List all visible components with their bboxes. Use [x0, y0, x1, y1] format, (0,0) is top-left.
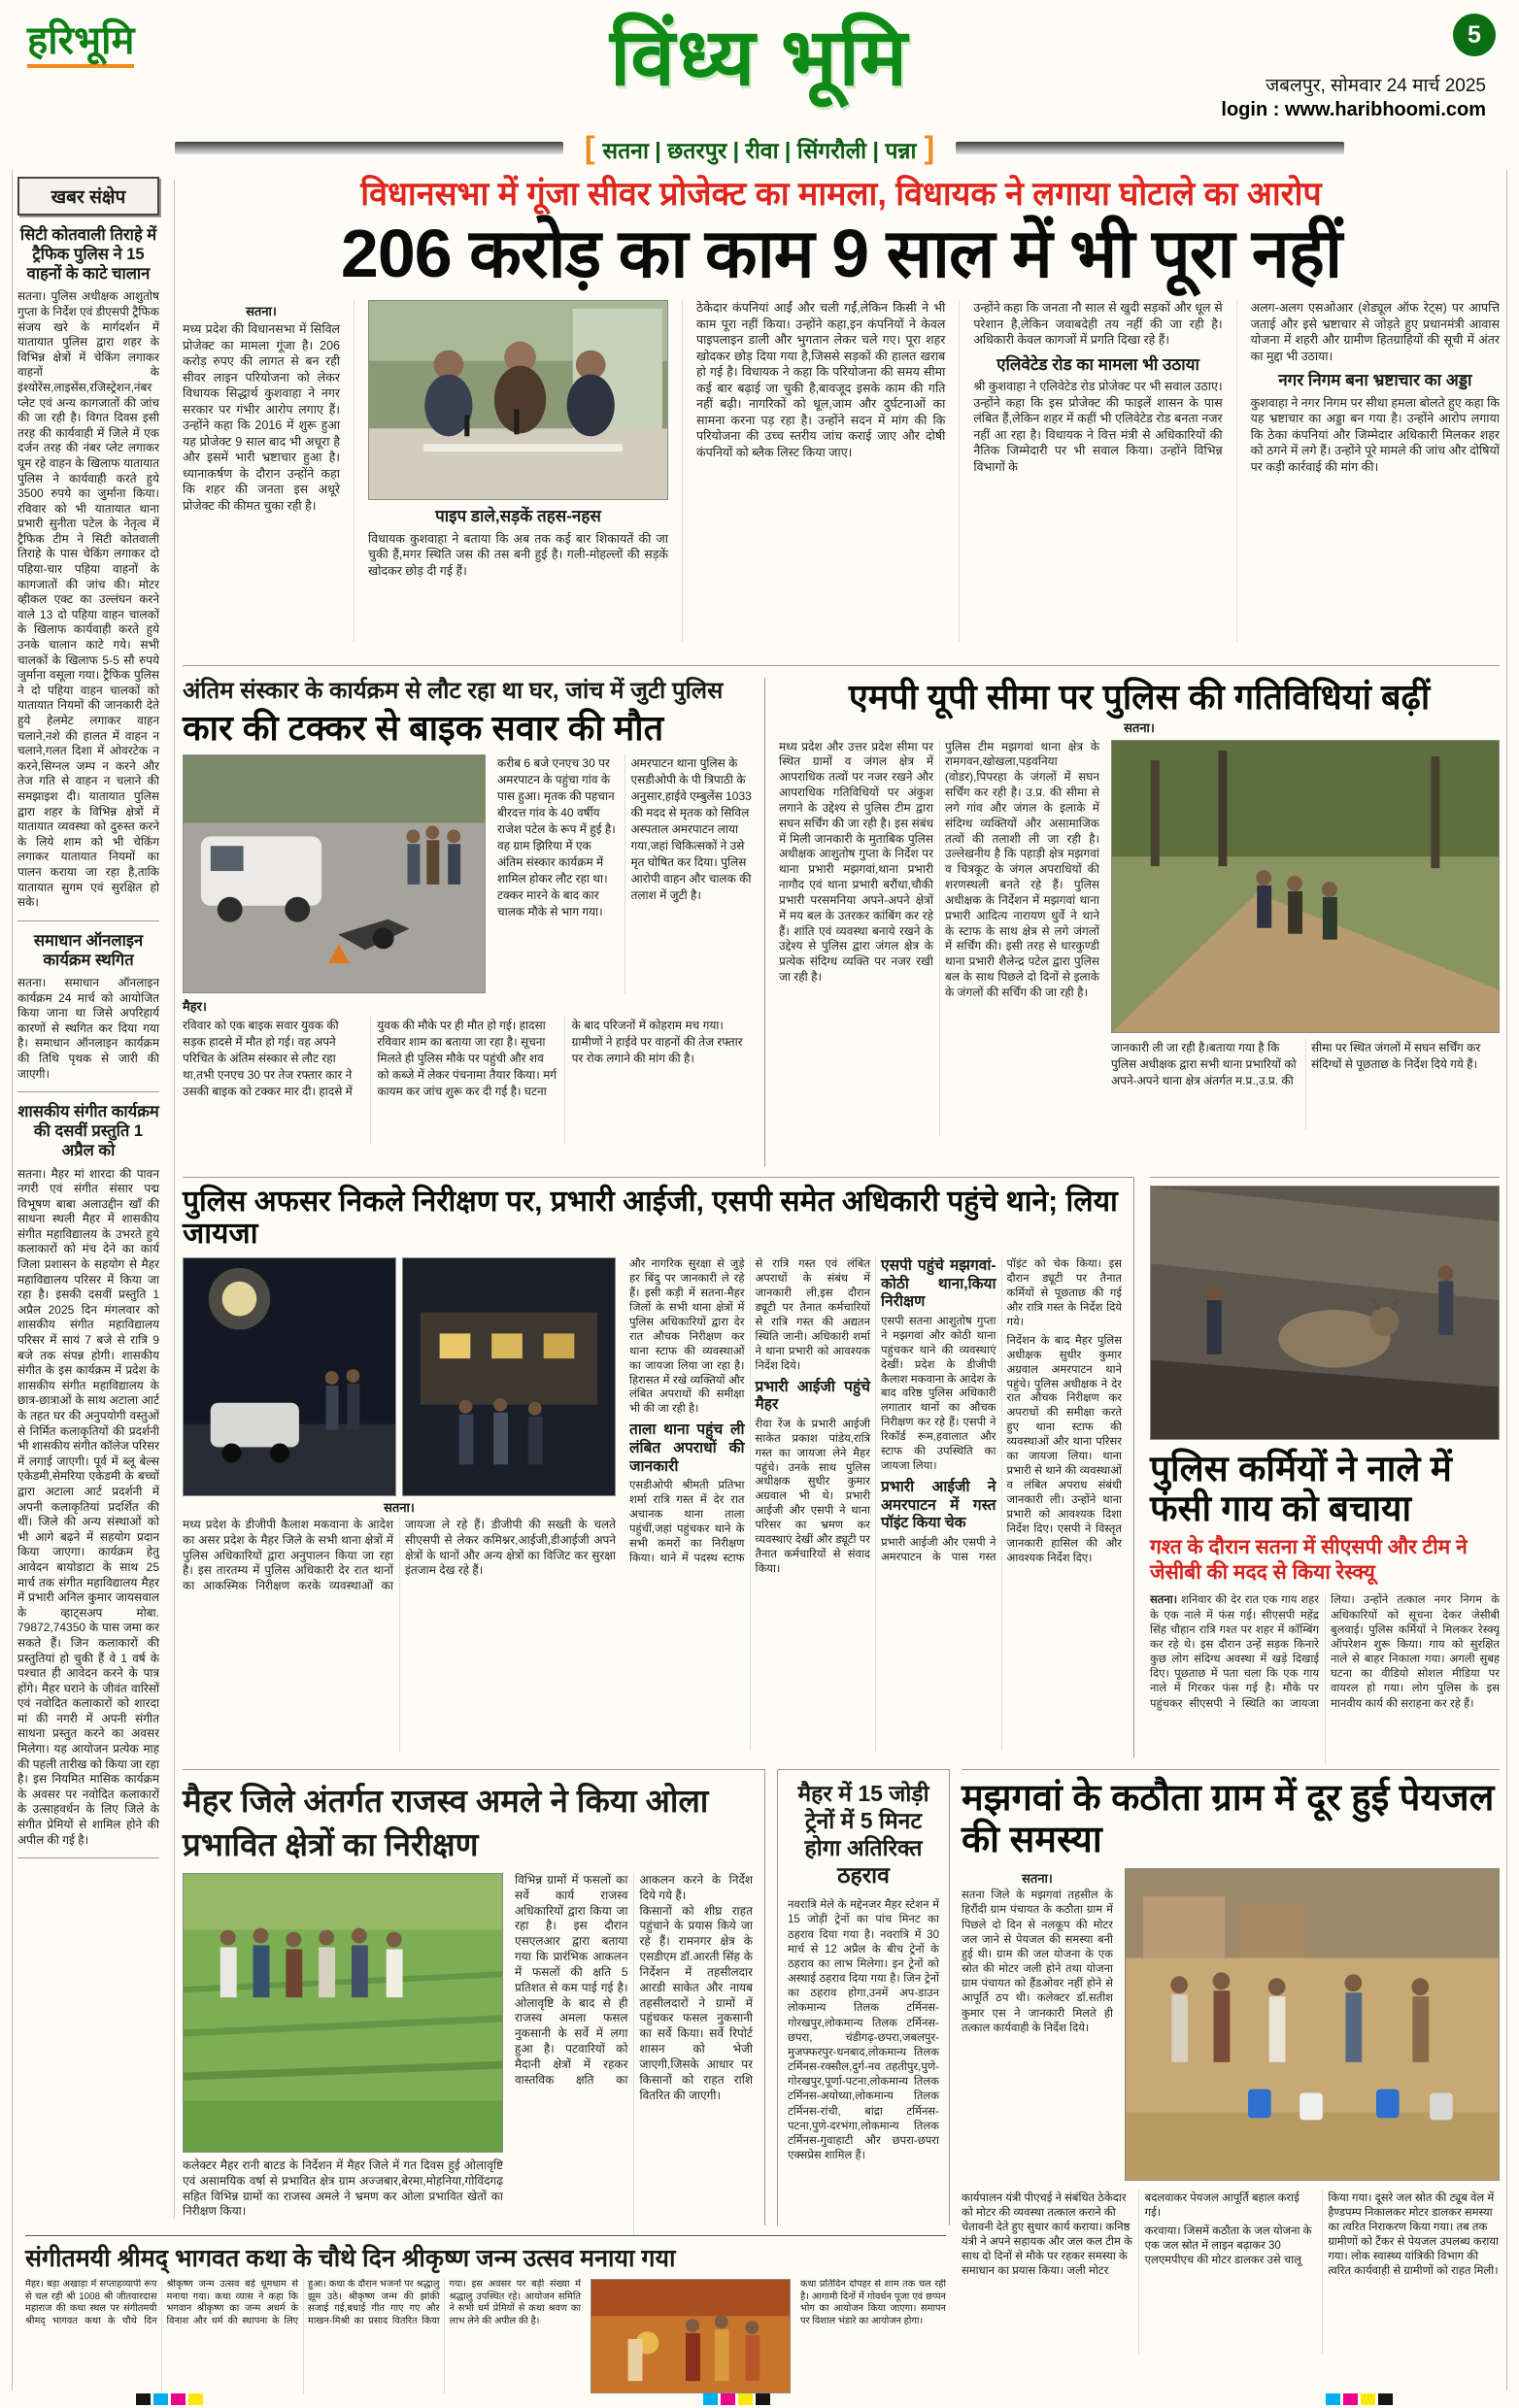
lead-col-b: ठेकेदार कंपनियां आईं और चली गईं,लेकिन किसी ने भी काम पूरा नहीं किया। उन्होंने कहा,इन कंपनियों ने केवल पाइपलाइन डाली और भुगतान लेकर चले गए। पूरा शहर खोदकर छोड़ दिया गया है,जिससे सड़कों की हालत खराब हो गई है। विधायक ने कहा कि परियोजना की समय सीमा कई बार बढ़ाई जा चुकी है,बावजूद इसके काम की गति नहीं बढ़ी। नागरिकों को धूल,जाम और दुर्घटनाओं का सामना करना पड़ रहा है। उन्होंने सदन में मांग की कि परियोजना की उच्च स्तरीय जांच कराई जाए और दोषी कंपनियों को ब्लैक लिस्ट किया जाए।: [696, 301, 946, 459]
header-login-url[interactable]: login : www.haribhoomi.com: [1221, 99, 1486, 120]
accident-story: [183, 678, 765, 1167]
regmark-black: [756, 2393, 770, 2405]
accident-overline: अंतिम संस्कार के कार्यक्रम से लौट रहा था घर, जांच में जुटी पुलिस: [183, 678, 724, 704]
bracket-left-icon: [: [584, 130, 595, 165]
inspection-point-text: प्रभारी आईजी और एसपी ने अमरपाटन के पास गस्त पॉइंट को चेक किया। इस दौरान ड्यूटी पर तैनात कर्मियों से पूछताछ की गई और रात्रि गस्त के निर्देश दिये गये।: [881, 1258, 1122, 1563]
lead-subhead-pipes: पाइप डाले,सड़कें तहस-नहस: [435, 507, 601, 526]
brief-body: सतना। मैहर मां शारदा की पावन नगरी एवं संगीत संसार पद्म विभूषण बाबा अलाउद्दीन खाँ की साधना स्थली मैहर में शासकीय संगीत महाविद्यालय के उभरते हुये कलाकारों को मंच देने का कार्य जिला प्रशासन के सहयोग से मैहर महाविद्यालय परिसर में किया जा रहा है। इसकी दसवीं प्रस्तुति 1 अप्रैल 2025 दिन मंगलवार को शासकीय संगीत महाविद्यालय परिसर में सायं 7 बजे से रात्रि 9 बजे तक संपन्न होगी। शासकीय संगीत के इस कार्यक्रम में प्रदेश के शासकीय संगीत महाविद्यालय के छात्र-छात्राओं के साथ अटाला आर्ट के तहत घर की अनुपयोगी वस्तुओं से निर्मित कलाकृतियों की प्रदर्शनी भी शासकीय संगीत कॉलेज परिसर में लगाई जाएगी। पूर्व में ब्लू बेल्स एकेडमी,सेमरिया एकेडमी के बच्चों द्वारा अटाला आर्ट प्रदर्शनी में अपनी कलाकृतियां प्रदर्शित की थीं। जिले की अन्य संस्थाओं को भी आगे बढ़ने में सहयोग प्रदान किया जाएगा। कार्यक्रम हेतु आवेदन बायोडाटा के साथ 25 मार्च तक संगीत महाविद्यालय मैहर में प्रभारी अनिल कुमार जायसवाल के व्हाट्सअप मोबा. 79872,74350 के पास जमा कर सकते हैं। जिन कलाकारों की प्रस्तुतियां हो चुकी हैं वे 1 वर्ष के पश्चात ही आवेदन करने के पात्र होंगे। मैहर घराने के जीवंत वारिसों एवं नवोदित कलाकारों को शारदा मां की नगरी में अपनी संगीत साधना प्रस्तुत करने का अवसर मिलेगा। यह आयोजन प्रत्येक माह की पहली तारीख को किया जा रहा है। इस नियमित मासिक कार्यक्रम के अवसर पर नवोदित कलाकारों के उत्साहवर्धन के लिए जिले के संगीत प्रेमियों से शामिल होने की अपील की गई है।: [17, 1166, 159, 1847]
border-col-1: मध्य प्रदेश और उत्तर प्रदेश सीमा पर स्थित ग्रामों व जंगल क्षेत्र में आपराधिक तत्वों पर नजर रखने और आपराधिक गतिविधियों पर अंकुश लगाने के उद्देश्य से पुलिस टीम द्वारा सघन सर्चिंग की जा रही है। इस संबंध में मिली जानकारी के मुताबिक पुलिस अधीक्षक आशुतोष गुप्ता के निर्देश पर थाना प्रभारी मझगवां,थाना प्रभारी नागौद एवं थाना प्रभारी बरौंधा,चौकी प्रभारी परसमनिया अपने-अपने क्षेत्रों में मय बल के उतरकर कांबिंग कर रहे हैं। शांति एवं व्यवस्था बनाये रखने के उद्देश्य से पुलिस द्वारा जंगल क्षेत्र के प्रत्येक संदिग्ध व्यक्ति पर नजर रखी जा रही है।: [779, 739, 933, 985]
dateline: सतना।: [246, 304, 277, 319]
photo-cow-in-drain: [1150, 1186, 1500, 1440]
bhagwat-katha-story: [25, 2235, 946, 2392]
photo-night-inspection-street: [183, 1257, 396, 1496]
regmark-yellow: [1361, 2393, 1375, 2405]
regmark-yellow: [188, 2393, 203, 2405]
edition-title: विंध्य भूमि: [610, 14, 909, 102]
brief-article-traffic: [17, 225, 159, 921]
regmark-cyan: [1326, 2393, 1340, 2405]
border-col-2: पुलिस टीम मझगवां थाना क्षेत्र के रामगवन,खोखला,पड़वनिया (वोडर),पिपरहा के जंगलों में सघन सर्चिंग कर रही है। उ.प्र. की सीमा से लगे गांव और जंगल के इलाके में संदिग्ध व्यक्तियों और असामाजिक तत्वों की तलाशी ली जा रही है। उल्लेखनीय है कि पहाड़ी क्षेत्र मझगवां व चित्रकूट के जंगल अपराधियों की शरणस्थली बनते रहे हैं। पुलिस अधीक्षक के निर्देशन में मझगवां थाना प्रभारी आदित्य नारायण धुर्वे ने थाने के स्टाफ के साथ क्षेत्र से लगे जंगलों में सर्चिंग की। इसी तरह से धारकुण्डी थाना प्रभारी शैलेन्द्र पटेल द्वारा पुलिस बल के साथ पिछले दो दिनों से इलाके के जंगलों की सर्चिंग की जा रही है।: [945, 739, 1099, 999]
inspection-tala-text: एसडीओपी श्रीमती प्रतिभा शर्मा रात्रि गस्त में देर रात अचानक थाना ताला पहुंचीं,जहां पहुंचकर थाने के सभी कमरों का निरीक्षण किया। थाने में पदस्थ स्टाफ से रात्रि गस्त एवं लंबित अपराधों के संबंध में जानकारी ली,इस दौरान ड्यूटी पर तैनात कर्मचारियों से रात्रि गस्त की अद्यतन स्थिति जानी। अधिकारी शर्मा ने थाना प्रभारी को आवश्यक निर्देश दिये।: [629, 1258, 870, 1564]
cow-subhead: गश्त के दौरान सतना में सीएसपी और टीम ने जेसीबी की मदद से किया रेस्क्यू: [1150, 1535, 1468, 1585]
border-columns: [779, 740, 1099, 1136]
lead-col-d1: अलग-अलग एसओआर (शेड्यूल ऑफ रेट्स) पर आपत्ति जताई और इसे भ्रष्टाचार से जोड़ते हुए प्रधानमंत्री आवास योजना में शहरी और ग्रामीण हितग्राहियों की सूची में अंतर का मुद्दा भी उठाया।: [1250, 301, 1500, 363]
lead-col-d2: कुशवाहा ने नगर निगम पर सीधा हमला बोलते हुए कहा कि यह भ्रष्टाचार का अड्डा बन गया है। उन्होंने आरोप लगाया कि ठेका कंपनियां और जिम्मेदार अधिकारी मिलकर शहर को ठगने में लगे हैं। उन्होंने पूरे मामले की जांच और दोषियों पर कड़ी कार्रवाई की मांग की।: [1250, 395, 1500, 474]
cow-headline: पुलिस कर्मियों ने नाले में फंसी गाय को बचाया: [1150, 1449, 1452, 1529]
page-number-badge: 5: [1453, 14, 1496, 56]
photo-press-conference: [368, 300, 668, 500]
accident-photo-caption: मैहर।: [183, 999, 207, 1015]
photo-katha-celebration: [591, 2279, 791, 2393]
inspection-headline: पुलिस अफसर निकले निरीक्षण पर, प्रभारी आईजी, एसपी समेत अधिकारी पहुंचे थाने; लिया जायजा: [183, 1186, 1118, 1250]
regmark-cyan: [703, 2393, 718, 2405]
dateline: सतना।: [1150, 1594, 1178, 1607]
dateline: सतना।: [1022, 1871, 1053, 1887]
inspection-intro: [183, 1518, 616, 1753]
regmark-magenta: [171, 2393, 186, 2405]
dateline: सतना।: [384, 1500, 415, 1515]
hail-below-text: कलेक्टर मैहर रानी बाटड के निर्देशन में मैहर जिले में गत दिवस हुई ओलावृष्टि एवं असामयिक वर्षा से प्रभावित क्षेत्र ग्राम अज्जबार,बेरमा,मोहनिया,गोविंदगढ़ सहित विभिन्न ग्रामों का राजस्व अमले ने भ्रमण कर ओला प्रभावित खेतों का निरीक्षण किया।: [183, 2158, 503, 2219]
brief-article-samadhan: [17, 931, 159, 1092]
inspection-subhead-point: प्रभारी आईजी ने अमरपाटन में गस्त पॉइंट किया चेक: [881, 1479, 996, 1532]
bhagwat-col-2: [800, 2279, 946, 2393]
hail-side-text: विभिन्न ग्रामों में फसलों का सर्वे कार्य राजस्व अधिकारियों द्वारा किया जा रहा है। इस दौरान एसएलआर द्वारा बताया गया कि प्रारंभिक आकलन में फसलों की क्षति 5 प्रतिशत से कम पाई गई है। ओलावृष्टि के बाद से ही राजस्व अमला फसल नुकसानी के सर्वे में लगा हुआ है। पटवारियों को मैदानी क्षेत्रों में रहकर वास्तविक क्षति का आकलन करने के निर्देश दिये गये हैं।: [515, 1873, 753, 2087]
photo-accident-scene: [183, 754, 486, 993]
news-brief-header: खबर संक्षेप: [17, 177, 159, 216]
cities-list: सतना | छतरपुर | रीवा | सिंगरौली | पन्ना: [602, 138, 917, 163]
bracket-right-icon: ]: [924, 130, 935, 165]
lead-columns: [183, 300, 1500, 642]
brief-title: समाधान ऑनलाइन कार्यक्रम स्थगित: [33, 931, 144, 969]
lead-subhead-elevated: एलिवेटेड रोड का मामला भी उठाया: [996, 354, 1199, 374]
divider-bar-left: [175, 142, 563, 154]
inspection-col-2: और नागरिक सुरक्षा से जुड़े हर बिंदु पर जानकारी ले रहे हैं। इसी कड़ी में सतना-मैहर जिलों के सभी थाना क्षेत्रों में पुलिस अधिकारियों द्वारा देर रात औचक निरीक्षण कर थाना स्टाफ की व्यवस्थाओं का जायजा लिया जा रहा है। हिरासत में रखे व्यक्तियों और लंबित अपराधों की समीक्षा भी की जा रही है।: [629, 1258, 745, 1416]
header-date: जबलपुर, सोमवार 24 मार्च 2025: [1266, 76, 1486, 96]
inspection-subhead-tala: ताला थाना पहुंच ली लंबित अपराधों की जानकारी: [629, 1421, 745, 1475]
photo-village-water: [1125, 1868, 1500, 2181]
inspection-sp-text: एसपी सतना आशुतोष गुप्ता ने मझगवां और कोठी थाना पहुंचकर थाने की व्यवस्थाएं देखीं। प्रदेश के डीजीपी कैलाश मकवाना के आदेश के बाद वरिष्ठ पुलिस अधिकारी लगातार थानों का औचक निरीक्षण कर रहे हैं। एसपी ने रिकॉर्ड रूम,हवालात और स्टाफ की उपस्थिति का जायजा लिया।: [881, 1315, 996, 1473]
water-col-1: सतना जिले के मझगवां तहसील के हिरौंदी ग्राम पंचायत के कठौता ग्राम में पिछले दो दिन से नलकूप की मोटर जल जाने से पेयजल की समस्या बनी हुई थी। ग्राम की जल योजना के एक स्रोत की मोटर जली होने तथा योजना ग्राम पंचायत को हैंडओवर नहीं होने से आपूर्ति ठप थी। कलेक्टर डॉ.सतीश कुमार एस ने जानकारी मिलते ही तत्काल कार्यवाही के निर्देश दिये।: [962, 1890, 1113, 2034]
inspection-subhead-ig: प्रभारी आईजी पहुंचे मैहर: [755, 1378, 870, 1414]
water-bottom-columns: [962, 2191, 1500, 2354]
dateline: सतना।: [1124, 719, 1155, 735]
divider-bar-right: [956, 142, 1344, 154]
regmark-magenta: [1343, 2393, 1358, 2405]
border-col-3: जानकारी ली जा रही है।बताया गया है कि पुलिस अधीक्षक द्वारा सभी थाना प्रभारियों को अपने-अपने थाना क्षेत्र अंतर्गत म.प्र.,उ.प्र. की सीमा पर स्थित जंगलों में सघन सर्चिंग कर संदिग्धों से पूछताछ के निर्देश दिये गये हैं।: [1111, 1040, 1481, 1087]
inspection-story: [183, 1177, 1134, 1757]
photo-night-inspection-station: [402, 1257, 616, 1496]
bhagwat-columns: [25, 2279, 581, 2393]
regmark-black: [1378, 2393, 1393, 2405]
inspection-subhead-sp: एसपी पहुंचे मझगवां-कोठी थाना,किया निरीक्षण: [881, 1257, 996, 1311]
hail-side-columns: [515, 1873, 753, 2236]
water-problem-story: [962, 1769, 1500, 2398]
lead-col-c2: श्री कुशवाहा ने एलिवेटेड रोड प्रोजेक्ट पर भी सवाल उठाए। उन्होंने कहा कि इस प्रोजेक्ट की फाइलें शासन के पास लंबित हैं,लेकिन शहर में कहीं भी एलिवेटेड रोड बनता नजर नहीं आ रहा है। विधायक ने वित्त मंत्री से अधिकारियों की नैतिक जिम्मेदारी पर भी सवाल किया। उन्होंने विभिन्न विभागों के: [973, 380, 1223, 474]
hail-side-text-2: किसानों को शीघ्र राहत पहुंचाने के प्रयास किये जा रहे हैं। रामनगर क्षेत्र के एसडीएम डॉ.आरती सिंह के निर्देशन में तहसीलदार आरडी साकेत और नायब तहसीलदारों ने ग्रामों में पहुंचकर फसल नुकसानी का सर्वे किया। सर्वे रिपोर्ट शासन को भेजी जाएगी,जिसके आधार पर किसानों को राहत राशि वितरित की जाएगी।: [639, 1903, 753, 2102]
inspection-ig-text: रीवा रेंज के प्रभारी आईजी साकेत प्रकाश पांडेय,रात्रि गस्त का जायजा लेने मैहर पहुंचे। उनके साथ पुलिस अधीक्षक सुधीर कुमार अग्रवाल भी थे। प्रभारी आईजी और एसपी ने थाना परिसर का भ्रमण कर व्यवस्थाएं देखीं और ड्यूटी पर तैनात कर्मचारियों से संवाद किया।: [755, 1418, 870, 1576]
registration-marks-left: [136, 2393, 203, 2405]
page-edge-rule-left: [12, 170, 13, 2391]
accident-body: रविवार को एक बाइक सवार युवक की सड़क हादसे में मौत हो गई। वह अपने परिचित के अंतिम संस्कार से लौट रहा था,तभी एनएच 30 पर तेज रफ्तार कार ने उसकी बाइक को टक्कर मार दी। हादसे में युवक की मौके पर ही मौत हो गई। हादसा रविवार शाम का बताया जा रहा है। सूचना मिलते ही पुलिस मौके पर पहुंची और शव को कब्जे में लेकर पंचनामा तैयार किया। मर्ग कायम कर जांच शुरू कर दी गई है। घटना के बाद परिजनों में कोहराम मच गया। ग्रामीणों ने हाईवे पर वाहनों की तेज रफ्तार पर रोक लगाने की मांग की है।: [183, 1019, 743, 1099]
regmark-yellow: [738, 2393, 753, 2405]
news-brief-sidebar: [17, 177, 165, 2219]
regmark-cyan: [153, 2393, 168, 2405]
lead-pipes-text: विधायक कुशवाहा ने बताया कि अब तक कई बार शिकायतें की जा चुकी हैं,मगर स्थिति जस की तस बनी हुई है। गली-मोहल्लों की सड़कें खोदकर छोड़ दी गई हैं।: [368, 531, 668, 578]
bhagwat-body-a: मैहर। बड़ा अखाड़ा में सप्ताहव्यापी रूप से चल रही श्री 1008 श्री जीतवारदास महाराज की कथा स्थल पर संगीतमयी श्रीमद् भागवत कथा के चौथे दिन श्रीकृष्ण जन्म उत्सव बड़े धूमधाम से मनाया गया। कथा व्यास ने कहा कि भगवान श्रीकृष्ण का जन्म अधर्म के विनाश और धर्म की स्थापना के लिए हुआ। कथा के दौरान भजनों पर श्रद्धालु झूम उठे। श्रीकृष्ण जन्म की झांकी सजाई गई,बधाई गीत गाए गए और माखन-मिश्री का प्रसाद वितरित किया गया। इस अवसर पर बड़ी संख्या में श्रद्धालु उपस्थित रहे। आयोजन समिति ने सभी धर्म प्रेमियों से कथा श्रवण का लाभ लेने की अपील की है।: [25, 2279, 581, 2326]
lead-kicker: विधानसभा में गूंजा सीवर प्रोजेक्ट का मामला, विधायक ने लगाया घोटाले का आरोप: [360, 176, 1322, 213]
regmark-black: [136, 2393, 151, 2405]
trains-headline: मैहर में 15 जोड़ी ट्रेनों में 5 मिनट होगा अतिरिक्त ठहराव: [797, 1781, 929, 1889]
border-headline: एमपी यूपी सीमा पर पुलिस की गतिविधियां बढ़ीं: [848, 677, 1431, 717]
page-edge-rule-right: [1506, 170, 1507, 2391]
brief-title: शासकीय संगीत कार्यक्रम की दसवीं प्रस्तुति 1 अप्रैल को: [17, 1103, 159, 1160]
bhagwat-body-b: कथा प्रतिदिन दोपहर से शाम तक चल रही है। आगामी दिनों में गोवर्धन पूजा एवं छप्पन भोग का आयोजन किया जाएगा। समापन पर विशाल भंडारे का आयोजन होगा।: [800, 2279, 946, 2326]
border-patrol-story: [779, 678, 1500, 1167]
masthead-logo: हरिभूमि: [27, 19, 134, 68]
photo-forest-patrol: [1111, 740, 1500, 1033]
cities-bar: [175, 130, 1344, 166]
bhagwat-headline: संगीतमयी श्रीमद् भागवत कथा के चौथे दिन श्रीकृष्ण जन्म उत्सव मनाया गया: [25, 2245, 676, 2272]
lead-subhead-nagar: नगर निगम बना भ्रष्टाचार का अड्डा: [1278, 371, 1472, 390]
inspection-columns: [629, 1257, 1122, 1751]
lead-headline: 206 करोड़ का काम 9 साल में भी पूरा नहीं: [340, 216, 1342, 292]
water-col-2: कार्यपालन यंत्री पीएचई ने संबंधित ठेकेदार को मोटर की व्यवस्था तत्काल कराने की चेतावनी देते हुए सुधार कार्य कराया। कनिष्ठ यंत्री ने अपने सहायक और जल कल टीम के साथ दो दिनों से मौके पर रहकर समस्या के समाधान का प्रयास किया। जली मोटर बदलवाकर पेयजल आपूर्ति बहाल कराई गई।: [962, 2192, 1300, 2278]
cow-rescue-story: [1150, 1177, 1500, 1757]
lead-col-c1: उन्होंने कहा कि जनता नौ साल से खुदी सड़कों और धूल से परेशान है,लेकिन जवाबदेही तय नहीं की जा रही है। अधिकारी केवल कागजों में प्रगति दिखा रहे हैं।: [973, 301, 1223, 348]
hail-survey-story: [183, 1769, 765, 2225]
brief-body: सतना। समाधान ऑनलाइन कार्यक्रम 24 मार्च को आयोजित किया जाना था जिसे अपरिहार्य कारणों से स्थगित कर दिया गया है। समाधान ऑनलाइन कार्यक्रम की तिथि पृथक से जारी की जाएगी।: [17, 975, 159, 1081]
regmark-magenta: [721, 2393, 735, 2405]
accident-headline: कार की टक्कर से बाइक सवार की मौत: [183, 707, 664, 748]
cities-list-wrap: [577, 130, 942, 166]
photo-field-inspection: [183, 1873, 503, 2153]
cow-body-text: शनिवार की देर रात एक गाय शहर के एक नाले में फंस गई। सीएसपी महेंद्र सिंह चौहान रात्रि गश्त पर शहर में कॉम्बिंग कर रहे थे। इस दौरान उन्हें सड़क किनारे कुछ लोग संदिग्ध अवस्था में खड़े दिखाई दिए। पूछताछ में पता चला कि एक गाय नाले में गिरकर फंस गई है। मौके पर पहुंचकर सीएसपी ने स्थिति का जायजा लिया। उन्होंने तत्काल नगर निगम के अधिकारियों को सूचना देकर जेसीबी बुलवाई। पुलिस कर्मियों ने मिलकर रेस्क्यू ऑपरेशन शुरू किया। गाय को सुरक्षित नाले से बाहर निकाला गया। अगली सुबह घटना का वीडियो सोशल मीडिया पर वायरल हो गया। लोग पुलिस के इस मानवीय कार्य की सराहना कर रहे हैं।: [1150, 1594, 1500, 1710]
inspection-final-text: निर्देशन के बाद मैहर पुलिस अधीक्षक सुधीर कुमार अग्रवाल अमरपाटन थाने पहुंचे। पुलिस अधीक्षक ने देर रात औचक निरीक्षण कर अपराधों की समीक्षा करते हुए थाना स्टाफ की व्यवस्थाओं और थाना परिसर का जायजा लिया। थाना प्रभारी से थाने की व्यवस्थाओं व लंबित अपराध संबंधी जानकारी ली। उन्होंने थाना प्रभारी को आवश्यक दिशा निर्देश दिए। एसपी ने विस्तृत जानकारी हासिल की और आवश्यक निर्देश दिए।: [1006, 1334, 1122, 1564]
registration-marks-center: [703, 2393, 770, 2405]
sidebar-divider-rule: [174, 180, 175, 2219]
brief-article-sangeet: [17, 1102, 159, 1858]
inspection-intro-text: मध्य प्रदेश के डीजीपी कैलाश मकवाना के आदेश का असर प्रदेश के मैहर जिले के सभी थाना क्षेत्रों में पुलिस अधिकारियों द्वारा अनुपालन किया जा रहा है। इस तारतम्य में पुलिस अधिकारी देर रात थानों का आकस्मिक निरीक्षण करके व्यवस्थाओं का जायजा ले रहे हैं। डीजीपी की सख्ती के चलते सीएसपी से लेकर कमिश्नर,आईजी,डीआईजी अपने क्षेत्रों के थानों और अन्य क्षेत्रों का विजिट कर सुरक्षा इंतजाम देख रहे हैं।: [183, 1518, 616, 1593]
lead-story: [183, 177, 1500, 666]
trains-body: नवरात्रि मेले के मद्देनजर मैहर स्टेशन में 15 जोड़ी ट्रेनों का पांच मिनट का ठहराव दिया गया है। नवरात्रि में 30 मार्च से 12 अप्रैल के बीच ट्रेनों के ठहराव का लाभ मिलेगा। इन ट्रेनों को अस्थाई ठहराव दिया गया है। जिन ट्रेनों का ठहराव होगा,उनमें अप-डाउन लोकमान्य तिलक टर्मिनस-गोरखपुर,लोकमान्य तिलक टर्मिनस-छपरा, चंडीगढ़-छपरा,जबलपुर-मुजफ्फरपुर-धनबाद,लोकमान्य तिलक टर्मिनस-रक्सौल,दुर्ग-नव तहतीपुर,पुणे-गोरखपुर,पूर्णा-पटना,लोकमान्य तिलक टर्मिनस-अयोध्या,लोकमान्य तिलक टर्मिनस-रांची, बांद्रा टर्मिनस-पटना,पुणे-दरभंगा,लोकमान्य तिलक टर्मिनस-गुवाहाटी और छपरा-छपरा एक्सप्रेस शामिल हैं।: [788, 1899, 939, 2162]
water-headline: मझगवां के कठौता ग्राम में दूर हुई पेयजल की समस्या: [962, 1778, 1495, 1860]
lead-col-a: मध्य प्रदेश की विधानसभा में सिविल प्रोजेक्ट का मामला गूंजा है। 206 करोड़ रुपए की लागत से बन रही सीवर लाइन परियोजना को लेकर विधायक सिद्धार्थ कुशवाहा ने नगर सरकार पर गंभीर आरोप लगाए हैं। उन्होंने कहा कि 2016 में शुरू हुआ यह प्रोजेक्ट 9 साल बाद भी अधूरा है और इसमें भारी भ्रष्टाचार हुआ है। ध्यानाकर्षण के दौरान उन्होंने कहा कि शहर की जनता इस अधूरे प्रोजेक्ट की कीमत चुका रही है।: [183, 322, 340, 513]
registration-marks-right: [1326, 2393, 1393, 2405]
brief-body: सतना। पुलिस अधीक्षक आशुतोष गुप्ता के निर्देश एवं डीएसपी ट्रैफिक संजय खरे के मार्गदर्शन में यातायात पुलिस द्वारा शहर के विभिन्न क्षेत्रों में चेकिंग लगाकर वाहनों के इंश्योरेंस,लाइसेंस,रजिस्ट्रेशन,नंबर प्लेट एवं अन्य कागजातों की जांच की जा रही है। विगत दिवस इसी तरह की कार्यवाही में जिले में एक दर्जन तरह की नंबर प्लेट लगाकर घूम रहे वाहन के खिलाफ यातायात पुलिस ने कार्यवाही करते हुये 3500 रुपये का जुर्माना किया। रविवार को भी यातायात थाना प्रभारी सुनीता पटेल के नेतृत्व में ट्रैफिक टीम ने सिटी कोतवाली तिराहे के पास चेकिंग लगाकर दो पहिया-चार पहिया वाहनों के कागजातों की जांच की। मोटर व्हीकल एक्ट का उल्लंघन करने वाले 13 दो पहिया वाहन चालकों के खिलाफ कार्यवाही करते हुये उनके चालान काटे गये। सभी चालकों के खिलाफ 5-5 सौ रुपये जुर्माना वसूला गया। ट्रैफिक पुलिस ने दो पहिया वाहन चालकों को यातायात नियमों की जानकारी देते हुये हेलमेट लगाकर वाहन चलाने,नशे की हालत में वाहन न चलाने,गलत दिशा में ओवरटेक न करने,सिग्नल जम्प न करने और तेज गति से वाहन न चलाने की समझाइश दी। यातायात पुलिस द्वारा शहर के विभिन्न क्षेत्रों में यातायात व्यवस्था को दुरुस्त करने के लिये शाम को भी चेकिंग लगाकर यातायात नियमों का पालन कराया जा रहा है,ताकि यातायात सुगम एवं सुरक्षित हो सके।: [17, 289, 159, 910]
brief-title: सिटी कोतवाली तिराहे में ट्रैफिक पुलिस ने 15 वाहनों के काटे चालान: [19, 226, 157, 284]
water-col-3: करवाया। जिसमें कठौता के जल योजना के एक जल स्रोत में लाइन बढ़ाकर 30 एलएमपीएच की मोटर डालकर उसे चालू किया गया। दूसरे जल स्रोत की ट्यूब वेल में हैण्डपम्प निकालकर मोटर डालकर समस्या का त्वरित निराकरण किया गया। तब तक ग्रामीणों को टैंकर से पेयजल उपलब्ध कराया गया। लोक स्वास्थ्य यांत्रिकी विभाग की त्वरित कार्यवाही से ग्रामीणों को राहत मिली।: [1144, 2192, 1500, 2278]
accident-side-column: करीब 6 बजे एनएच 30 पर अमरपाटन के पहुंचा गांव के पास हुआ। मृतक की पहचान बीरदत्त गांव के 40 वर्षीय राजेश पटेल के रूप में हुई है। वह ग्राम झिरिया में एक अंतिम संस्कार कार्यक्रम में शामिल होकर लौट रहा था। टक्कर मारने के बाद कार चालक मौके से भाग गया। अमरपाटन थाना पुलिस के एसडीओपी के पी त्रिपाठी के अनुसार,हाईवे एम्बुलेंस 1033 की मदद से मृतक को सिविल अस्पताल अमरपाटन लाया गया,जहां चिकित्सकों ने उसे मृत घोषित कर दिया। पुलिस आरोपी वाहन और चालक की तलाश में जुटी है।: [497, 756, 752, 920]
trains-halt-story: [777, 1769, 950, 2225]
cow-body: [1150, 1593, 1500, 1766]
hail-headline: मैहर जिले अंतर्गत राजस्व अमले ने किया ओला प्रभावित क्षेत्रों का निरीक्षण: [183, 1783, 709, 1862]
